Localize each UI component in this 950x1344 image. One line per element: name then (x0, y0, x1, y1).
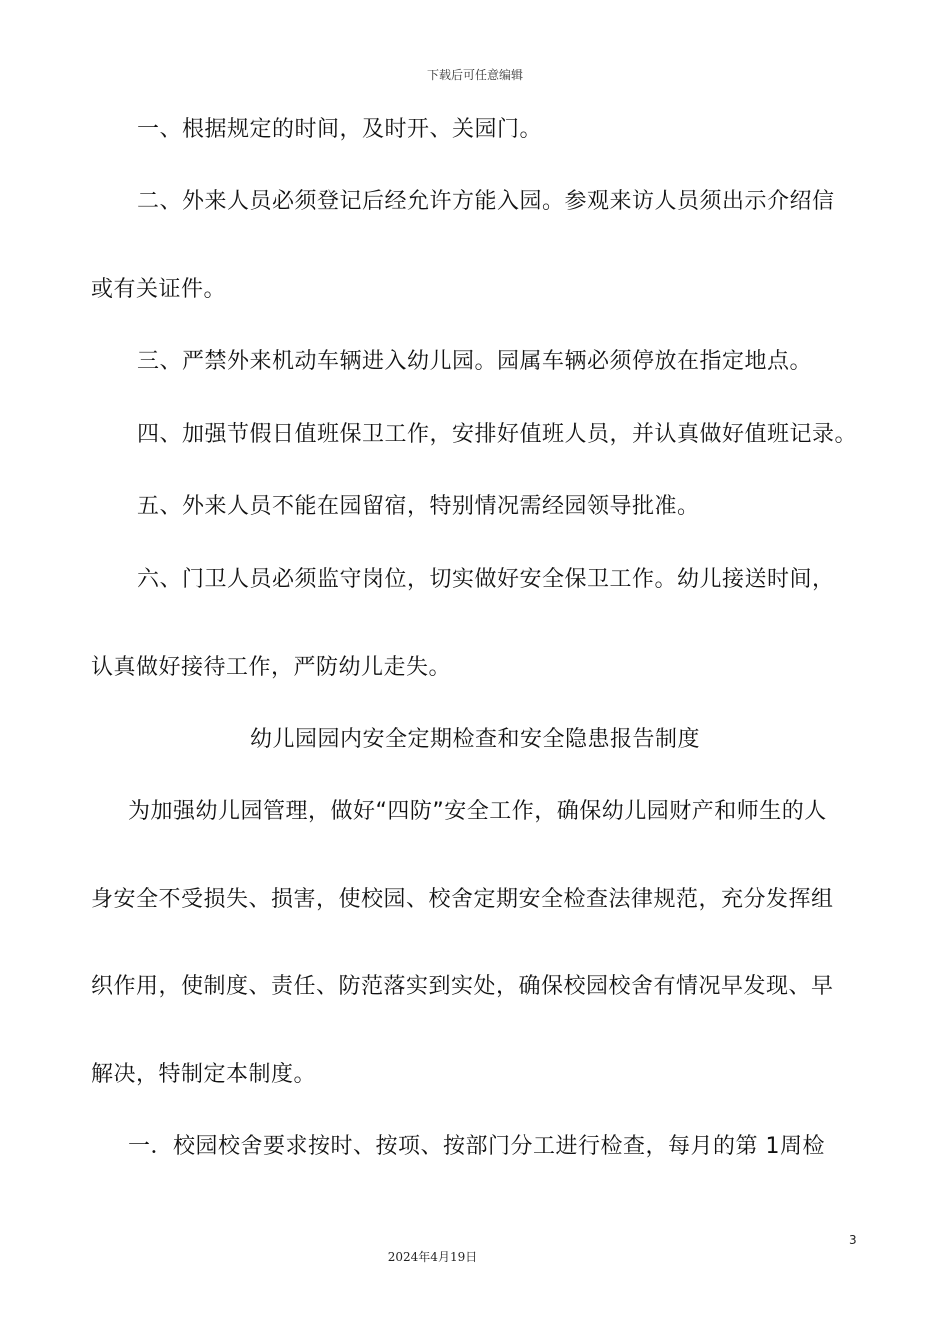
rule-line-2-cont: 或有关证件。 (91, 277, 227, 302)
intro-line-1: 为加强幼儿园管理，做好“四防”安全工作，确保幼儿园财产和师生的人 (128, 799, 827, 824)
rule-line-4: 四、加强节假日值班保卫工作，安排好值班人员，并认真做好值班记录。 (137, 422, 858, 447)
intro-line-3: 织作用，使制度、责任、防范落实到实处，确保校园校舍有情况早发现、早 (91, 974, 834, 999)
rule-line-5: 五、外来人员不能在园留宿，特别情况需经园领导批准。 (137, 494, 700, 519)
rule-line-2: 二、外来人员必须登记后经允许方能入园。参观来访人员须出示介绍信 (137, 189, 835, 214)
rule-line-6-cont: 认真做好接待工作，严防幼儿走失。 (91, 655, 452, 680)
rule-line-6: 六、门卫人员必须监守岗位，切实做好安全保卫工作。幼儿接送时间， (137, 567, 835, 592)
footer-date: 2024年4月19日 (387, 1250, 478, 1264)
page-number: 3 (849, 1233, 857, 1247)
section-title: 幼儿园园内安全定期检查和安全隐患报告制度 (249, 727, 700, 752)
intro-line-4: 解决，特制定本制度。 (91, 1062, 317, 1087)
item-line-1: 一．校园校舍要求按时、按项、按部门分工进行检查，每月的第 1周检 (128, 1134, 825, 1159)
rule-line-3: 三、严禁外来机动车辆进入幼儿园。园属车辆必须停放在指定地点。 (137, 349, 813, 374)
intro-line-2: 身安全不受损失、损害，使校园、校舍定期安全检查法律规范，充分发挥组 (91, 887, 834, 912)
page-header-note: 下载后可任意编辑 (426, 68, 523, 82)
rule-line-1: 一、根据规定的时间，及时开、关园门。 (137, 117, 543, 142)
